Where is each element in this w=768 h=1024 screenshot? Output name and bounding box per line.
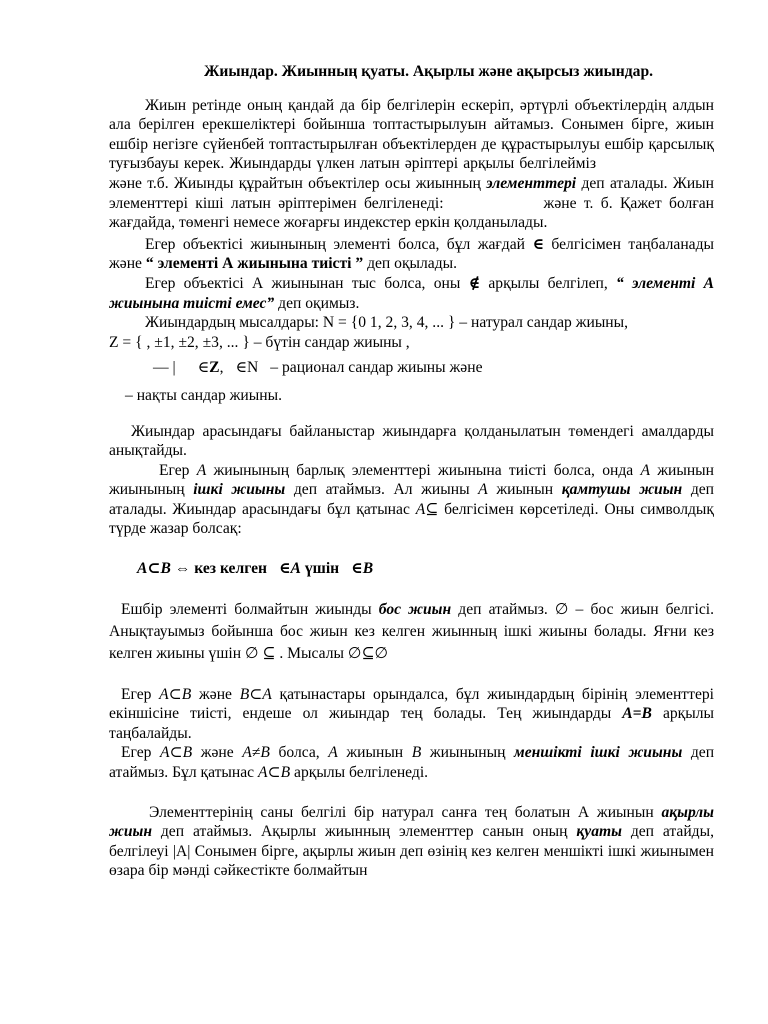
term-finite-set: ақырлы жиын <box>109 803 714 841</box>
paragraph-subset: Егер A жиынының барлық элементтері жиынына тиісті болса, онда A жиынын жиынының ішкі жиыны деп атаймыз. Ал жиыны A жиынын қамтушы жиын деп аталады. Жиындар арасындағы бұл қатынас A⊆ белгісімен көрсетіледі. Оны символдық түрде жазар болсақ: <box>109 461 715 538</box>
paragraph-finite-set: Элементтерінің саны белгілі бір натурал санға тең болатын А жиынын ақырлы жиын деп атаймыз. Ақырлы жиынның элементтер санын оның қуаты деп атайды, белгілеуі |A| Сонымен бірге, ақырлы жиын деп өзінің кез келген меншікті ішкі жиынымен өзара бір мәнді сәйкестікте болмайтын <box>109 803 714 880</box>
term-not-belongs: “ элементі А жиынына тиісті емес” <box>109 274 714 312</box>
document-page <box>109 62 714 881</box>
paragraph-relations: Жиындар арасындағы байланыстар жиындарға қолданылатын төмендегі амалдарды анықтайды. <box>109 422 714 460</box>
term-proper-subset: меншікті ішкі жиыны <box>514 744 683 762</box>
term-empty-set: бос жиын <box>378 600 452 618</box>
subset-formula: A⊂B ⇔ кез келген ∈A үшін ∈B <box>137 560 374 578</box>
paragraph-equal-sets: Егер A⊂B және B⊂A қатынастары орындалса, бұл жиындардың бірінің элементтері екіншісіне тиісті, ендеше ол жиындар тең болады. Тең жиындарды A=B арқылы таңбалайды. <box>109 685 714 742</box>
text: деп оқимыз. <box>278 294 360 312</box>
page-title: Жиындар. Жиынның қуаты. Ақырлы және ақырсыз жиындар. <box>203 63 654 80</box>
paragraph-proper-subset: Егер A⊂B және A≠B болса, A жиынын B жиынының меншікті ішкі жиыны деп атаймыз. Бұл қатынас A⊂B арқылы белгіленеді. <box>109 744 715 782</box>
paragraph-definition <box>109 96 714 233</box>
element-of-symbol: ∈ <box>532 235 544 253</box>
text: деп аталады. Жиын элементтері кіші латын әріптерімен белгіленеді: <box>109 174 714 212</box>
paragraph-empty-set: Ешбір элементі болмайтын жиынды бос жиын деп атаймыз. ∅ – бос жиын белгісі. Анықтауымыз бойынша бос жиын кез келген жиынның ішкі жиыны болады. Яғни кез келген жиыны үшін ∅ ⊆ . Мысалы ∅⊆∅ <box>109 600 714 662</box>
text: және т.б. Жиынды құрайтын объектілер осы жиынның <box>109 174 481 192</box>
text: арқылы белгілеп, <box>488 274 608 292</box>
text: Егер объектісі жиынының элементі болса, бұл жағдай <box>145 235 526 253</box>
term-belongs: “ элементі А жиынына тиісті ” <box>145 255 364 273</box>
term-subset: ішкі жиыны <box>193 481 286 499</box>
examples-line-4: – нақты сандар жиыны. <box>125 386 282 404</box>
not-element-of-symbol: ∉ <box>468 274 481 292</box>
text: және т. б. Қажет болған жағдайда, төменгі немесе жоғарғы индекстер еркін қолданылады. <box>109 194 714 232</box>
term-elements: элементтері <box>486 174 577 192</box>
text: Егер объектісі А жиынынан тыс болса, оны <box>145 274 461 292</box>
text: белгісімен таңбаланады және <box>109 235 715 273</box>
text: Жиын ретінде оның қандай да бір белгілерін ескеріп, әртүрлі объектілердің алдын ала берілген ерекшеліктері бойынша топтастырылуын айтамыз. Сонымен бірге, жиын ешбір негізге сүйенбей топтастырылған объектілерден де құрастырылуы ешбір қарсылық туғызбауы керек. Жиындарды үлкен латын әріптері арқылы белгілейміз <box>109 96 714 173</box>
examples-line-2: Z = { , ±1, ±2, ±3, ... } – бүтін сандар жиыны , <box>109 333 410 351</box>
text: деп оқылады. <box>367 255 458 273</box>
examples-line-1: Жиындардың мысалдары: N = {0 1, 2, 3, 4, ... } – натурал сандар жиыны, <box>145 314 629 332</box>
term-cardinality: қуаты <box>576 823 622 841</box>
term-superset: қамтушы жиын <box>561 481 683 499</box>
paragraph-non-membership <box>109 274 714 313</box>
examples-line-3: — | ∈Z, ∈N – рационал сандар жиыны және <box>153 359 483 377</box>
paragraph-membership <box>109 235 714 274</box>
